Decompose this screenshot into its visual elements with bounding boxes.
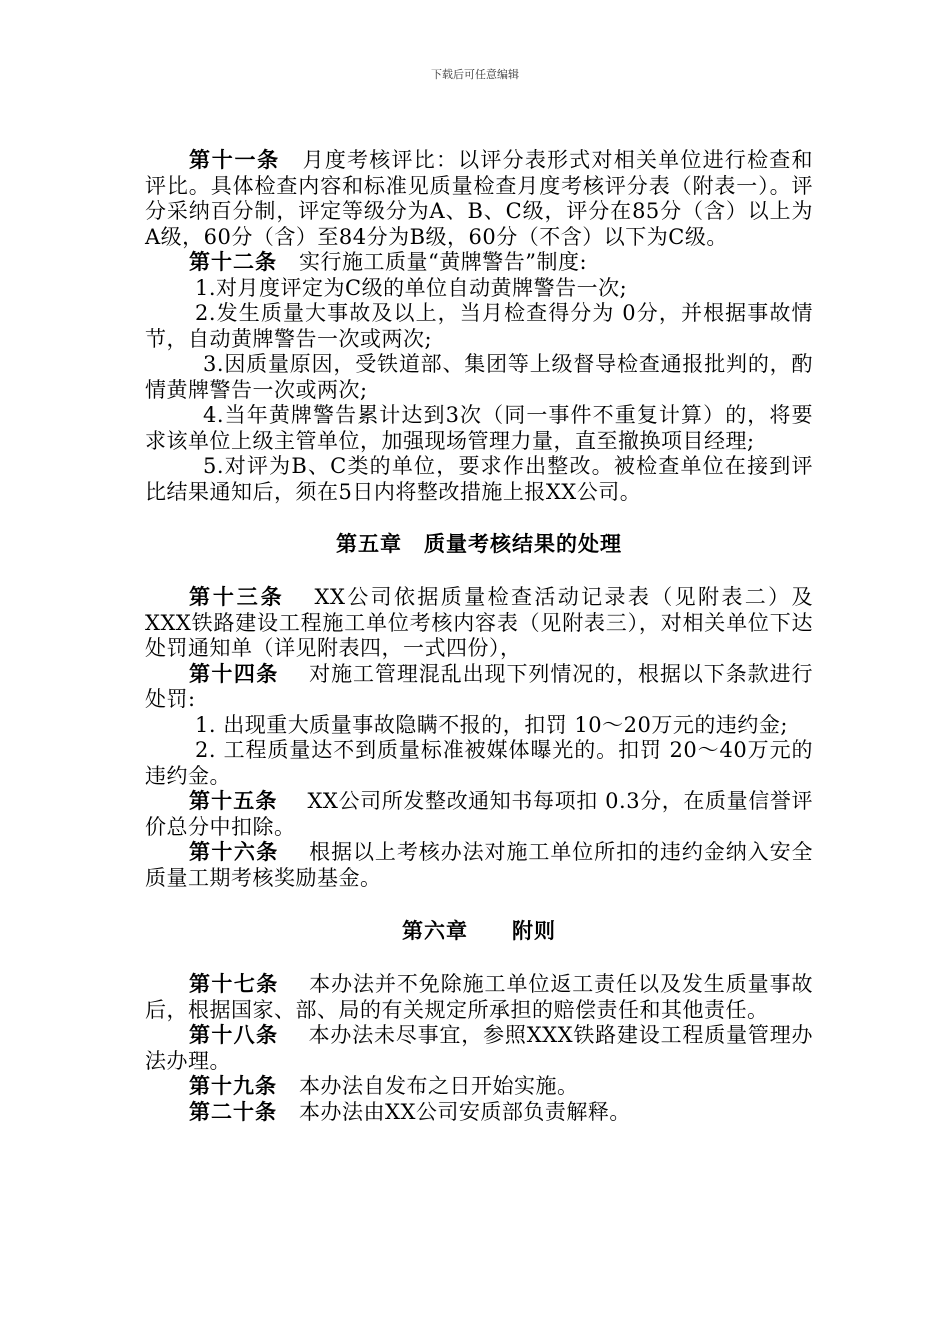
article-label: 第十二条 — [189, 250, 277, 274]
article-text: 本办法自发布之日开始实施。 — [299, 1074, 579, 1098]
article-15 — [145, 789, 813, 840]
article-label: 第十九条 — [189, 1074, 277, 1098]
list-item: 1. 出现重大质量事故隐瞒不报的，扣罚 10～20万元的违约金; — [195, 712, 788, 737]
document-body — [145, 148, 813, 1125]
chapter-heading: 第五章 质量考核结果的处理 — [336, 532, 622, 556]
page-header: 下载后可任意编辑 — [431, 68, 519, 81]
article-label: 第十七条 — [189, 972, 279, 996]
article-16 — [145, 840, 813, 891]
article-label: 第十六条 — [189, 840, 279, 864]
article-label: 第十三条 — [189, 585, 285, 609]
list-item: 2. 工程质量达不到质量标准被媒体曝光的。扣罚 20～40万元的违约金。 — [145, 738, 813, 788]
article-11 — [145, 148, 813, 250]
article-18 — [145, 1023, 813, 1074]
article-label: 第十八条 — [189, 1023, 279, 1047]
article-14 — [145, 662, 813, 713]
article-text: 本办法由XX公司安质部负责解释。 — [299, 1099, 631, 1124]
article-label: 第十五条 — [189, 789, 278, 813]
article-text: XX公司依据质量检查活动记录表（见附表二）及XXX铁路建设工程施工单位考核内容表（见附表三），对相关单位下达处罚通知单（详见附表四，一式四份）， — [145, 585, 813, 660]
article-text: XX公司所发整改通知书每项扣 0.3分，在质量信誉评价总分中扣除。 — [145, 789, 813, 839]
article-label: 第十一条 — [189, 148, 280, 172]
article-label: 第二十条 — [189, 1099, 277, 1124]
article-text: 月度考核评比：以评分表形式对相关单位进行检查和评比。具体检查内容和标准见质量检查月度考核评分表（附表一）。评分采纳百分制，评定等级分为A、B、C级，评分在85分（含）以上为A级，60分（含）至84分为B级，60分（不含）以下为C级。 — [145, 148, 813, 249]
article-text: 根据以上考核办法对施工单位所扣的违约金纳入安全质量工期考核奖励基金。 — [145, 840, 814, 890]
article-19 — [145, 1074, 813, 1100]
list-item: 3.因质量原因，受铁道部、集团等上级督导检查通报批判的，酌情黄牌警告一次或两次; — [145, 352, 813, 402]
article-text: 对施工管理混乱出现下列情况的，根据以下条款进行处罚: — [145, 661, 814, 711]
list-item: 4.当年黄牌警告累计达到3次（同一事件不重复计算）的，将要求该单位上级主管单位，加强现场管理力量，直至撤换项目经理; — [145, 403, 813, 453]
chapter-heading: 第六章 附则 — [402, 919, 556, 943]
article-text: 实行施工质量“黄牌警告”制度: — [299, 250, 588, 274]
article-text: 本办法并不免除施工单位返工责任以及发生质量事故后，根据国家、部、局的有关规定所承担的赔偿责任和其他责任。 — [145, 972, 814, 1022]
article-12 — [145, 250, 813, 276]
list-item: 5.对评为B、C类的单位，要求作出整改。被检查单位在接到评比结果通知后，须在5日内将整改措施上报XX公司。 — [145, 454, 813, 504]
article-20 — [145, 1100, 813, 1126]
article-17 — [145, 972, 813, 1023]
article-13 — [145, 585, 813, 662]
article-label: 第十四条 — [189, 661, 279, 686]
list-item: 2.发生质量大事故及以上，当月检查得分为 0分，并根据事故情节，自动黄牌警告一次或两次; — [145, 301, 813, 351]
article-text: 本办法未尽事宜，参照XXX铁路建设工程质量管理办法办理。 — [145, 1023, 814, 1073]
list-item: 1.对月度评定为C级的单位自动黄牌警告一次; — [195, 275, 628, 300]
